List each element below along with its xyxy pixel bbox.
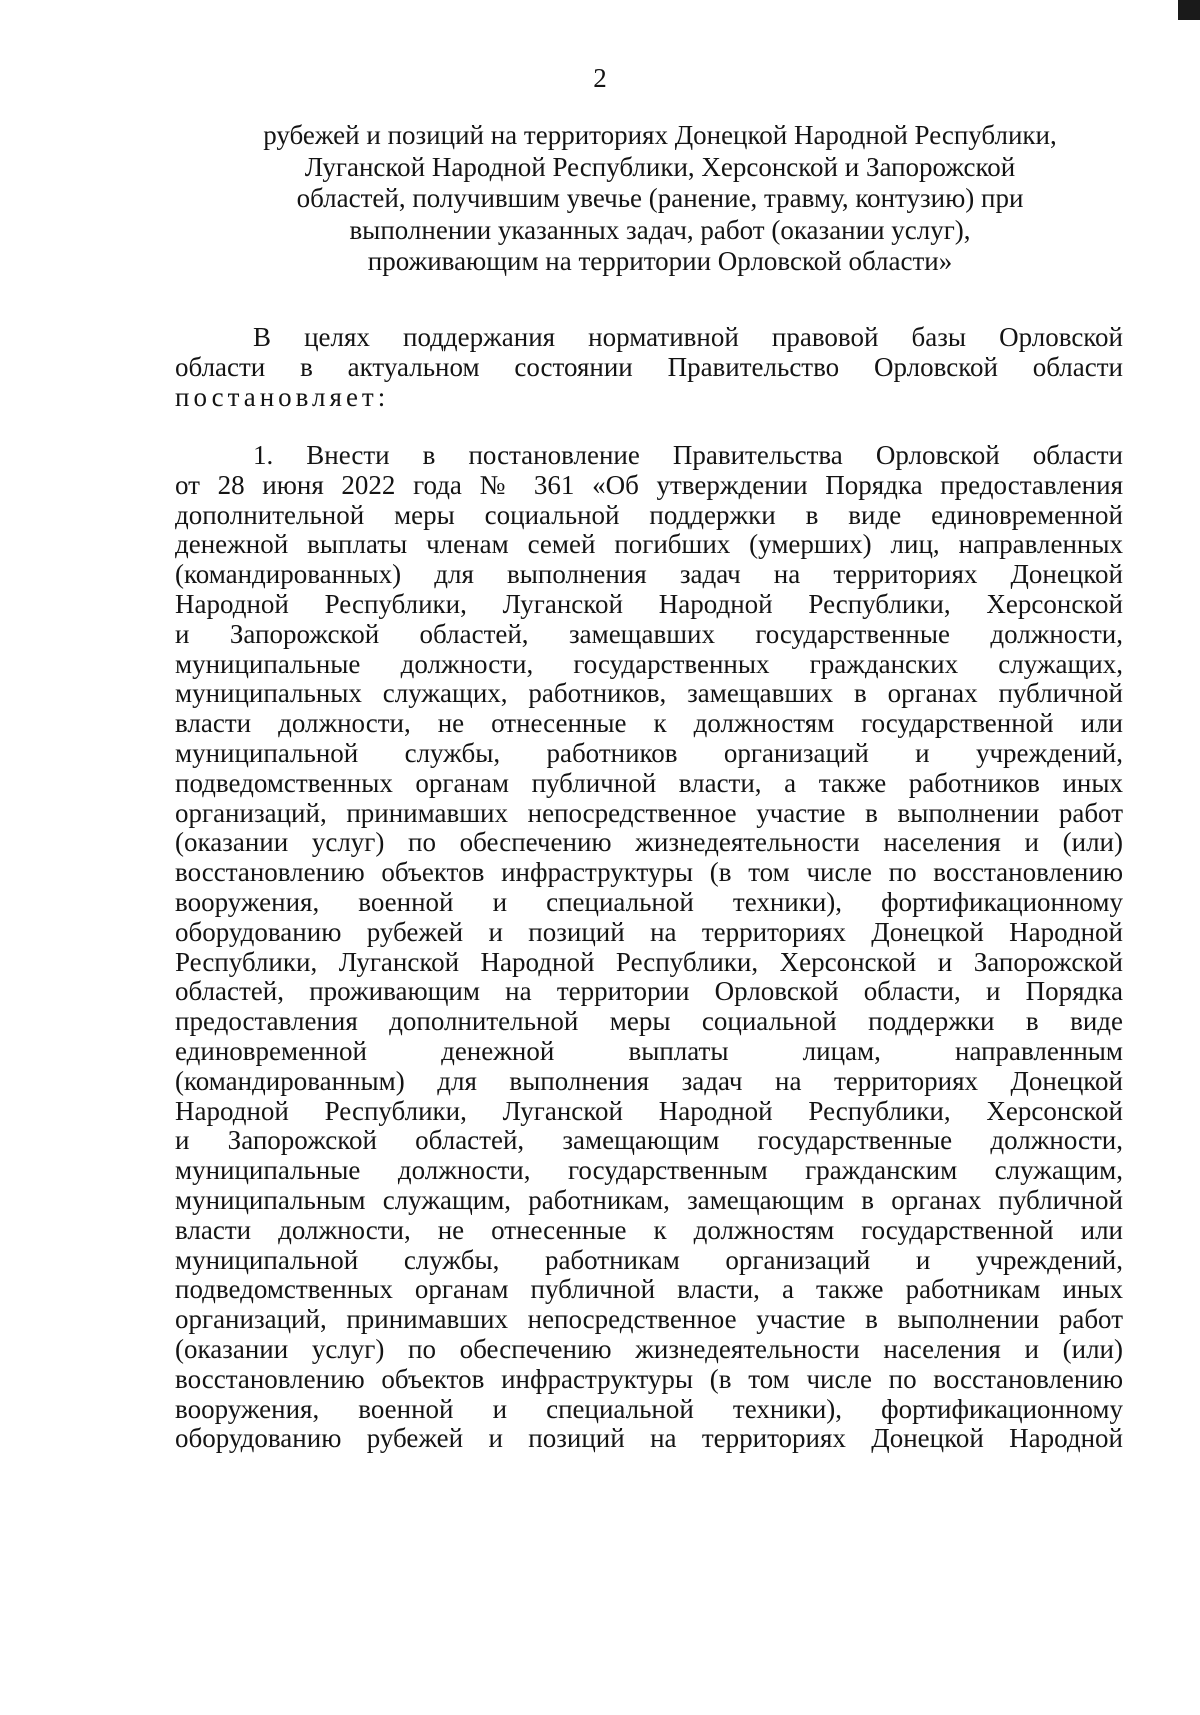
text-line: Народной Республики, Луганской Народной Республики, Херсонской [175,588,1123,619]
text-line: Республики, Луганской Народной Республики, Херсонской и Запорожской [175,946,1123,977]
text-line: подведомственных органам публичной власти, а также работникам иных [175,1274,1123,1305]
text-line: и Запорожской областей, замещающим государственные должности, [175,1125,1123,1156]
text-line: областей, проживающим на территории Орловской области, и Порядка [175,976,1123,1007]
text-line: и Запорожской областей, замещавших государственные должности, [175,618,1123,649]
title-line: областей, получившим увечье (ранение, травму, контузию) при [296,183,1024,213]
item-1-paragraph [175,441,1123,1454]
text-line: денежной выплаты членам семей погибших (умерших) лиц, направленных [175,529,1123,560]
text-line: (командированных) для выполнения задач на территориях Донецкой [175,559,1123,590]
text-line: власти должности, не отнесенные к должностям государственной или [175,708,1123,739]
text-line: дополнительной меры социальной поддержки в виде единовременной [175,499,1123,530]
page-number: 2 [593,63,607,93]
text-line: восстановлению объектов инфраструктуры (в том числе по восстановлению [175,857,1123,888]
text-line: (командированным) для выполнения задач на территориях Донецкой [175,1065,1123,1096]
title-line: рубежей и позиций на территориях Донецкой Народной Республики, [263,120,1057,150]
text-line: муниципальные должности, государственных гражданских служащих, [175,648,1123,679]
text-line: муниципальной службы, работникам организаций и учреждений, [175,1244,1123,1275]
text-line: предоставления дополнительной меры социальной поддержки в виде [175,1006,1123,1037]
text-line: области в актуальном состоянии Правительство Орловской области [175,352,1123,382]
text-line: единовременной денежной выплаты лицам, направленным [175,1035,1123,1066]
preamble-paragraph [175,322,1123,412]
text-line: организаций, принимавших непосредственное участие в выполнении работ [175,1304,1123,1335]
text-line: организаций, принимавших непосредственное участие в выполнении работ [175,797,1123,828]
text-line: Народной Республики, Луганской Народной Республики, Херсонской [175,1095,1123,1126]
text-line: от 28 июня 2022 года № 361 «Об утверждении Порядка предоставления [175,469,1123,500]
text-line: власти должности, не отнесенные к должностям государственной или [175,1214,1123,1245]
text-line: подведомственных органам публичной власти, а также работников иных [175,767,1123,798]
scan-edge-mark [1178,0,1200,20]
text-line: 1. Внести в постановление Правительства Орловской области [253,440,1123,470]
text-line: оборудованию рубежей и позиций на территориях Донецкой Народной [175,916,1123,947]
title-line: выполнении указанных задач, работ (оказании услуг), [349,214,971,245]
title-line: проживающим на территории Орловской области» [367,246,953,276]
text-line: муниципальным служащим, работникам, замещающим в органах публичной [175,1184,1123,1215]
document-title [200,120,1120,278]
title-line: Луганской Народной Республики, Херсонской и Запорожской [304,151,1016,182]
text-line: оборудованию рубежей и позиций на территориях Донецкой Народной [175,1423,1123,1454]
text-line: В целях поддержания нормативной правовой базы Орловской [253,322,1123,352]
text-line: (оказании услуг) по обеспечению жизнедеятельности населения и (или) [175,1333,1123,1364]
resolution-word: постановляет: [175,382,390,412]
text-line: вооружения, военной и специальной техники), фортификационному [175,1393,1123,1424]
text-line: муниципальных служащих, работников, замещавших в органах публичной [175,678,1123,709]
text-line: муниципальные должности, государственным гражданским служащим, [175,1155,1123,1186]
text-line: муниципальной службы, работников организаций и учреждений, [175,737,1123,768]
text-line: (оказании услуг) по обеспечению жизнедеятельности населения и (или) [175,827,1123,858]
text-line: восстановлению объектов инфраструктуры (в том числе по восстановлению [175,1363,1123,1394]
text-line: вооружения, военной и специальной техники), фортификационному [175,886,1123,917]
